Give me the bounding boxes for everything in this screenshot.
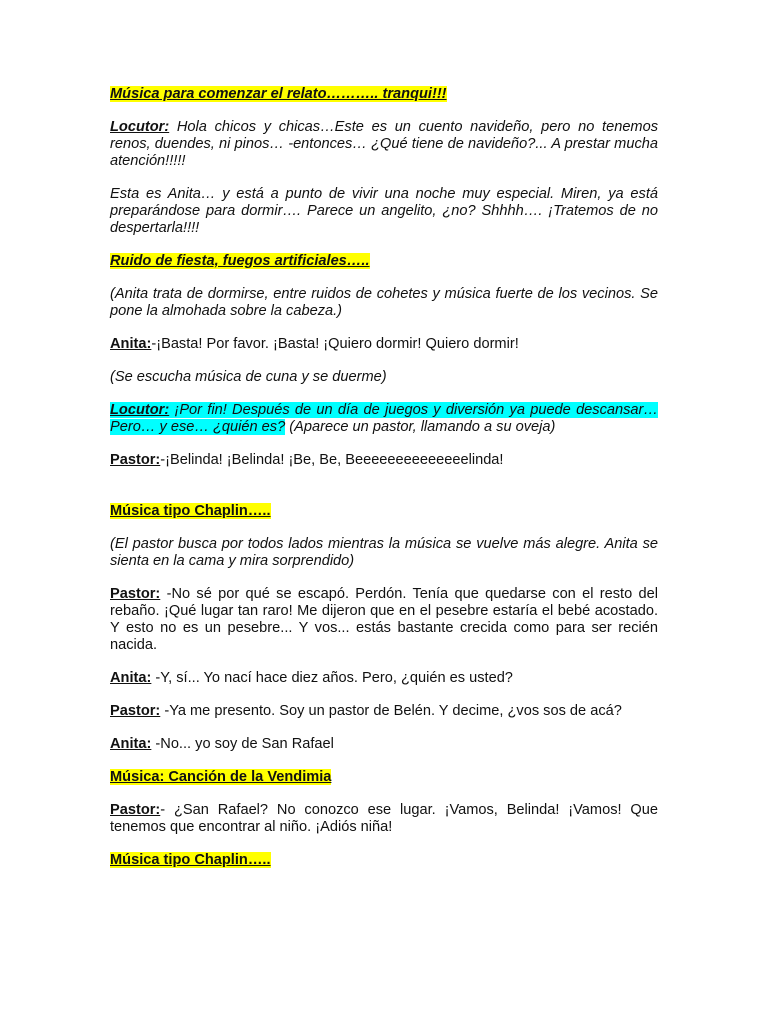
- line-text: -¡Basta! Por favor. ¡Basta! ¡Quiero dormir! Quiero dormir!: [151, 336, 519, 352]
- highlighted-text: ¡Por fin! Después de un día de juegos y diversión ya puede descansar… Pero… y ese… ¿quién es?: [110, 402, 658, 435]
- cue-text: Ruido de fiesta, fuegos artificiales…..: [110, 253, 370, 269]
- cue-text: Música tipo Chaplin…..: [110, 852, 271, 868]
- pastor-line: [110, 586, 658, 654]
- narration-paragraph: Esta es Anita… y está a punto de vivir una noche muy especial. Miren, ya está preparándose para dormir…. Parece un angelito, ¿no? Shhhh…. ¡Tratemos de no despertarla!!!!: [110, 186, 658, 236]
- music-cue-intro: [110, 86, 658, 103]
- line-text: -No sé por qué se escapó. Perdón. Tenía que quedarse con el resto del rebaño. ¡Qué lugar tan raro! Me dijeron que en el pesebre estaría el bebé acostado. Y esto no es un pesebre... Y vos... estás bastante crecida como para ser recién nacida.: [110, 586, 658, 653]
- line-text: - ¿San Rafael? No conozco ese lugar. ¡Vamos, Belinda! ¡Vamos! Que tenemos que encontrar al niño. ¡Adiós niña!: [110, 802, 658, 835]
- narrator-line: [110, 119, 658, 170]
- cue-text: Música: Canción de la Vendimia: [110, 769, 332, 785]
- speaker-label: Pastor:: [110, 452, 161, 468]
- line-text: -¡Belinda! ¡Belinda! ¡Be, Be, Beeeeeeeeeeeeeelinda!: [160, 452, 504, 468]
- speaker-label: Anita:: [110, 736, 152, 752]
- cue-text: Música tipo Chaplin…..: [110, 503, 271, 519]
- script-page: [110, 86, 658, 885]
- speaker-label: Locutor:: [110, 119, 170, 135]
- pastor-line: [110, 802, 658, 836]
- anita-line: [110, 670, 658, 687]
- speaker-label: Anita:: [110, 336, 152, 352]
- music-cue-vendimia: [110, 769, 658, 786]
- line-text: -Ya me presento. Soy un pastor de Belén. Y decime, ¿vos sos de acá?: [160, 703, 622, 719]
- cue-text: Música para comenzar el relato……….. tranqui!!!: [110, 86, 447, 102]
- stage-direction: (Anita trata de dormirse, entre ruidos de cohetes y música fuerte de los vecinos. Se pone la almohada sobre la cabeza.): [110, 286, 658, 319]
- speaker-label: Pastor:: [110, 586, 161, 602]
- music-cue-chaplin: [110, 852, 658, 869]
- narrator-line-highlighted: [110, 402, 658, 436]
- stage-direction: (Se escucha música de cuna y se duerme): [110, 369, 387, 385]
- speaker-label: Pastor:: [110, 703, 161, 719]
- anita-line: [110, 336, 658, 353]
- pastor-line: [110, 452, 658, 469]
- speaker-label: Locutor:: [110, 402, 170, 418]
- line-text: Hola chicos y chicas…Este es un cuento navideño, pero no tenemos renos, duendes, ni pinos… -entonces… ¿Qué tiene de navideño?... A prestar mucha atención!!!!!: [110, 119, 658, 169]
- stage-direction: (El pastor busca por todos lados mientras la música se vuelve más alegre. Anita se sienta en la cama y mira sorprendido): [110, 536, 658, 569]
- speaker-label: Pastor:: [110, 802, 161, 818]
- music-cue-chaplin: [110, 503, 658, 520]
- speaker-label: Anita:: [110, 670, 152, 686]
- pastor-line: [110, 703, 658, 720]
- anita-line: [110, 736, 658, 753]
- stage-direction-inline: (Aparece un pastor, llamando a su oveja): [285, 419, 556, 435]
- line-text: -Y, sí... Yo nací hace diez años. Pero, ¿quién es usted?: [151, 670, 513, 686]
- line-text: -No... yo soy de San Rafael: [151, 736, 334, 752]
- sound-cue-party: [110, 253, 658, 270]
